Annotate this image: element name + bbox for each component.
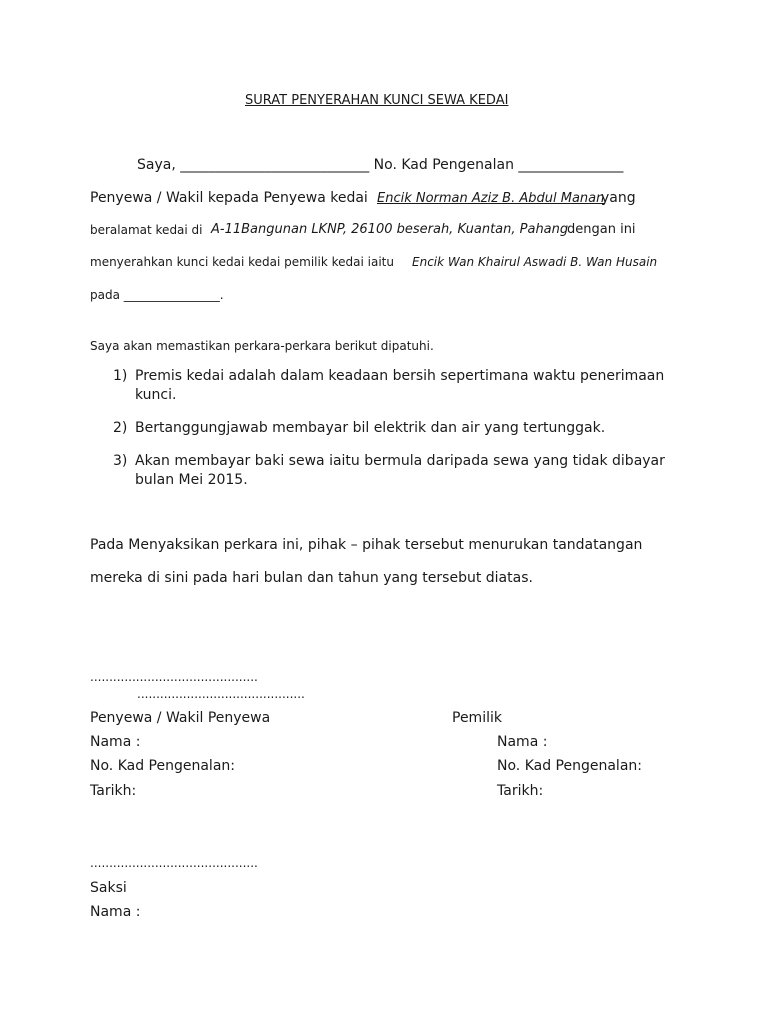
document-title: SURAT PENYERAHAN KUNCI SEWA KEDAI (245, 93, 509, 108)
tenant-name: Encik Norman Aziz B. Abdul Manan (377, 191, 605, 206)
condition-3-line2: bulan Mei 2015. (135, 472, 248, 488)
tenant-date-label: Tarikh: (90, 783, 137, 799)
condition-3-line1: Akan membayar baki sewa iaitu bermula daripada sewa yang tidak dibayar (135, 453, 665, 469)
intro-beralamat: beralamat kedai di (90, 223, 203, 237)
intro-dengan-ini: dengan ini (567, 222, 636, 237)
intro-line-penyewa (90, 191, 368, 205)
tenant-label: Penyewa / Wakil Penyewa (90, 710, 271, 726)
owner-name-label: Nama : (497, 734, 548, 750)
tenant-ic-label: No. Kad Pengenalan: (90, 758, 235, 774)
intro-pada: pada ________________. (90, 288, 224, 302)
condition-1-num: 1) (113, 368, 128, 384)
intro-menyerahkan: menyerahkan kunci kedai kedai pemilik kedai iaitu (90, 255, 394, 269)
witness-label: Saksi (90, 880, 127, 896)
signature-dots-witness: ............................................ (90, 856, 258, 870)
owner-name: Encik Wan Khairul Aswadi B. Wan Husain (412, 255, 658, 269)
condition-2-num: 2) (113, 420, 128, 436)
intro-line-saya: Saya, ___________________________ No. Kad Pengenalan _______________ (137, 157, 624, 173)
condition-2-line1: Bertanggungjawab membayar bil elektrik dan air yang tertunggak. (135, 420, 606, 436)
condition-1-line2: kunci. (135, 387, 177, 403)
condition-1-line1: Premis kedai adalah dalam keadaan bersih sepertimana waktu penerimaan (135, 368, 665, 384)
signature-dots-tenant: ............................................ (90, 670, 258, 684)
witness-name-label: Nama : (90, 904, 141, 920)
shop-address: A-11Bangunan LKNP, 26100 beserah, Kuantan, Pahang (211, 222, 569, 237)
condition-3-num: 3) (113, 453, 128, 469)
owner-label: Pemilik (452, 710, 502, 726)
tenant-name-label: Nama : (90, 734, 141, 750)
witness-clause-line2: mereka di sini pada hari bulan dan tahun yang tersebut diatas. (90, 570, 533, 586)
intro-penyewa-text: Penyewa / Wakil kepada Penyewa kedai (90, 190, 368, 206)
signature-dots-owner: ............................................ (137, 687, 305, 701)
witness-clause-line1: Pada Menyaksikan perkara ini, pihak – pihak tersebut menurukan tandatangan (90, 537, 643, 553)
owner-date-label: Tarikh: (497, 783, 544, 799)
intro-yang: yang (601, 190, 636, 206)
conditions-intro: Saya akan memastikan perkara-perkara berikut dipatuhi. (90, 339, 434, 353)
owner-ic-label: No. Kad Pengenalan: (497, 758, 642, 774)
